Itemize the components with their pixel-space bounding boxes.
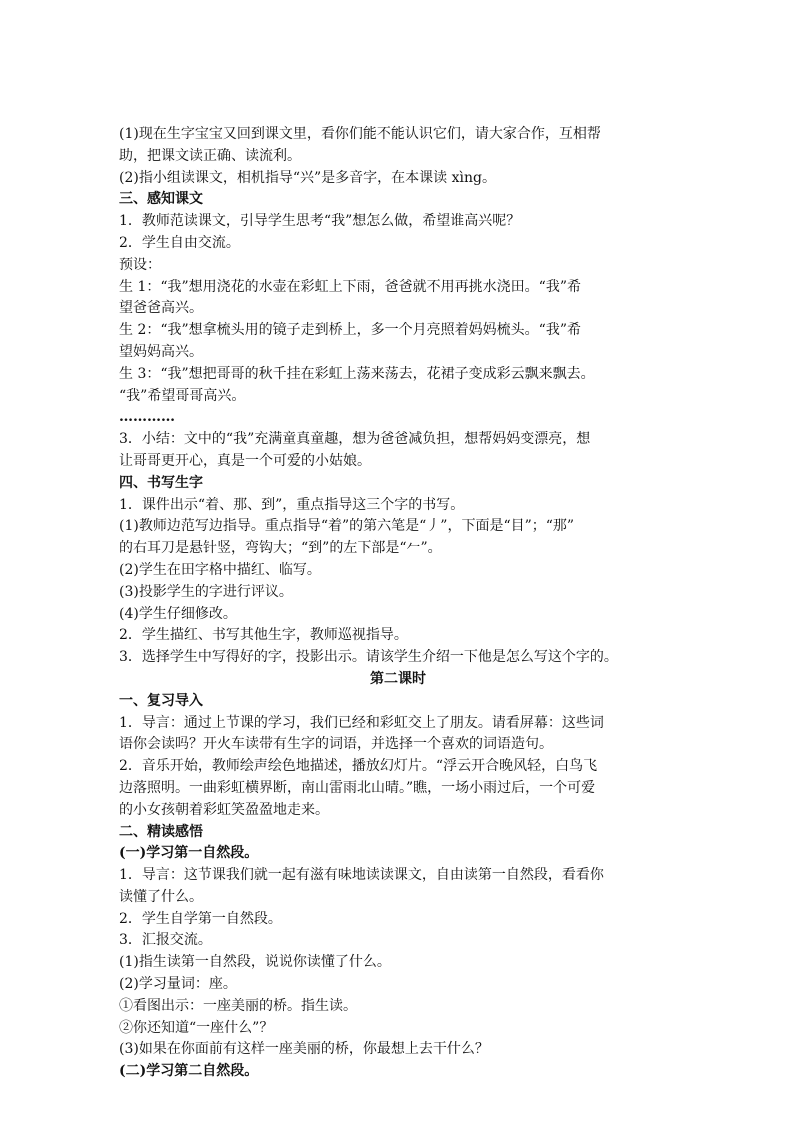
text-line: 1．导言：通过上节课的学习，我们已经和彩虹交上了朋友。请看屏幕：这些词 <box>119 714 604 731</box>
text-line: ②你还知道“一座什么”？ <box>119 1019 274 1036</box>
section-heading: 四、书写生字 <box>119 474 203 491</box>
text-line: (2)学习量词：座。 <box>119 976 237 993</box>
text-line: 望爸爸高兴。 <box>119 300 203 317</box>
text-line: 2．音乐开始，教师绘声绘色地描述，播放幻灯片。“浮云开合晚风轻，白鸟飞 <box>119 758 598 775</box>
text-line: 3．汇报交流。 <box>119 932 212 949</box>
section-heading: 三、感知课文 <box>119 191 203 208</box>
text-line: 生 2：“我”想拿梳头用的镜子走到桥上，多一个月亮照着妈妈梳头。“我”希 <box>119 322 581 339</box>
text-line: 让哥哥更开心，真是一个可爱的小姑娘。 <box>119 452 371 469</box>
text-line: 2．学生自由交流。 <box>119 234 240 251</box>
text-line: 读懂了什么。 <box>119 888 203 905</box>
text-line: (1)指生读第一自然段，说说你读懂了什么。 <box>119 954 391 971</box>
text-line: 2．学生自学第一自然段。 <box>119 910 282 927</box>
text-line: 边落照明。一曲彩虹横界断，南山雷雨北山晴。”瞧，一场小雨过后，一个可爱 <box>119 779 596 796</box>
section-heading: 二、精读感悟 <box>119 823 203 840</box>
text-line: (4)学生仔细修改。 <box>119 605 237 622</box>
lesson-title: 第二课时 <box>370 670 426 687</box>
text-line: 3．选择学生中写得好的字，投影出示。请该学生介绍一下他是怎么写这个字的。 <box>119 649 618 666</box>
text-line: 3．小结：文中的“我”充满童真童趣，想为爸爸减负担，想帮妈妈变漂亮，想 <box>119 431 591 448</box>
text-line: 助，把课文读正确、读流利。 <box>119 147 301 164</box>
text-line: (3)如果在你面前有这样一座美丽的桥，你最想上去干什么？ <box>119 1041 489 1058</box>
text-line: 1．导言：这节课我们就一起有滋有味地读读课文，自由读第一自然段，看看你 <box>119 867 604 884</box>
text-line: 的右耳刀是悬针竖，弯钩大；“到”的左下部是“𠂉”。 <box>119 540 442 557</box>
text-line: “我”希望哥哥高兴。 <box>119 387 246 404</box>
text-line: 语你会读吗？开火车读带有生字的词语，并选择一个喜欢的词语造句。 <box>119 736 553 753</box>
text-line: 望妈妈高兴。 <box>119 343 203 360</box>
text-line: 1．课件出示“着、那、到”，重点指导这三个字的书写。 <box>119 496 465 513</box>
text-line: (2)指小组读课文，相机指导“兴”是多音字，在本课读 xìng。 <box>119 169 496 186</box>
text-line: 生 3：“我”想把哥哥的秋千挂在彩虹上荡来荡去，花裙子变成彩云飘来飘去。 <box>119 365 595 382</box>
text-line: 预设： <box>119 256 161 273</box>
text-line: 的小女孩朝着彩虹笑盈盈地走来。 <box>119 801 329 818</box>
document-page <box>119 124 677 1083</box>
subsection-heading: (二)学习第二自然段。 <box>119 1063 259 1080</box>
text-line: ①看图出示：一座美丽的桥。指生读。 <box>119 997 357 1014</box>
text-line: 2．学生描红、书写其他生字，教师巡视指导。 <box>119 627 408 644</box>
ellipsis-line: ………… <box>119 409 175 426</box>
text-line: (3)投影学生的字进行评议。 <box>119 583 293 600</box>
text-line: 1．教师范读课文，引导学生思考“我”想怎么做，希望谁高兴呢？ <box>119 213 521 230</box>
text-line: 生 1：“我”想用浇花的水壶在彩虹上下雨，爸爸就不用再挑水浇田。“我”希 <box>119 278 581 295</box>
subsection-heading: (一)学习第一自然段。 <box>119 845 259 862</box>
section-heading: 一、复习导入 <box>119 692 203 709</box>
text-line: (1)教师边范写边指导。重点指导“着”的第六笔是“丿”，下面是“目”；“那” <box>119 518 575 535</box>
text-line: (1)现在生字宝宝又回到课文里，看你们能不能认识它们，请大家合作，互相帮 <box>119 126 601 142</box>
text-line: (2)学生在田字格中描红、临写。 <box>119 561 321 578</box>
